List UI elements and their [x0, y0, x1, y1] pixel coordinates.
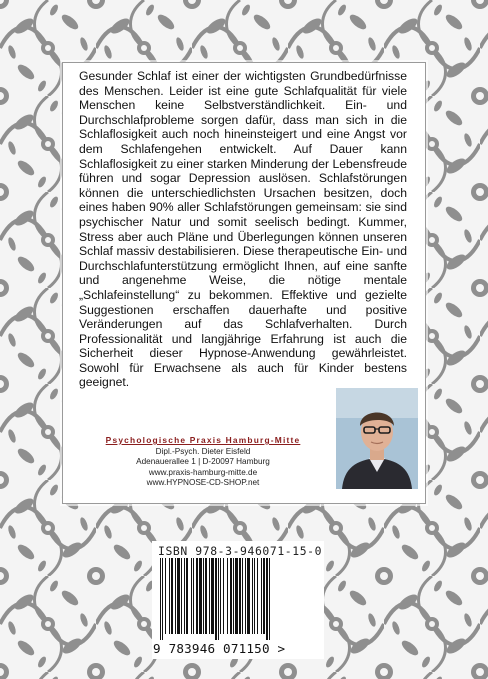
barcode-bar: [235, 558, 238, 634]
barcode-bar: [245, 558, 246, 634]
website-link[interactable]: www.praxis-hamburg-mitte.de: [148, 467, 258, 477]
barcode-bar: [233, 558, 234, 634]
ean-digits: 9 783946 071150 >: [153, 641, 286, 656]
barcode-bar: [171, 558, 173, 634]
person-name: Dipl.-Psych. Dieter Eisfeld: [155, 447, 251, 456]
description-text: Gesunder Schlaf ist einer der wichtigsten Grundbedürfnisse des Menschen. Leider ist eine gute Schlafqualität für viele Menschen keine Selbstverständlichkeit. Ein- und Durchschlafprobleme sorgen dafür, dass man sich in die Schlaflosigkeit auch noch hineinsteigert und eine Angst vor dem Schlafengehen entwickelt. Auf Dauer kann Schlaflosigkeit zu einer starken Minderung der Lebensfreude führen und sogar Depression auslösen. Schlafstörungen können die unterschiedlichsten Ursachen besitzen, doch eines haben 90% aller Schlafstörungen gemeinsam: sie sind psychischer Natur und somit seelisch bedingt. Kummer, Stress aber auch Pläne und Überlegungen können unseren Schlaf massiv destabilisieren. Diese therapeutische Ein- und Durchschlafunterstützung ermöglicht Ihnen, auf eine sanfte und angenehme Weise, die nötige mentale „Schlafeinstellung“ zu bekommen. Effektive und gezielte Suggestionen erschaffen dauerhafte und positive Veränderungen auf das Schlafverhalten. Durch Professionalität und langjährige Erfahrung ist auch die Sicherheit dieser Hypnose-Anwendung gewährleistet. Sowohl für Erwachsene als auch für Kinder bestens geeignet.: [79, 69, 407, 390]
barcode-bar: [209, 558, 210, 634]
barcode-bar: [177, 558, 180, 634]
organization-name: Psychologische Praxis Hamburg-Mitte: [105, 435, 301, 445]
barcode-bar: [252, 558, 253, 634]
barcode-bar: [196, 558, 198, 634]
barcode-bar: [199, 558, 202, 634]
barcode-bar: [263, 558, 265, 634]
barcode-bar: [184, 558, 185, 634]
shop-website-link[interactable]: www.HYPNOSE-CD-SHOP.net: [146, 478, 260, 488]
barcode-bar: [211, 558, 214, 634]
barcode-bar: [220, 558, 221, 634]
barcode-bar: [247, 558, 250, 634]
isbn-label: ISBN 978-3-946071-15-0: [158, 544, 323, 558]
address: Adenauerallee 1 | D-20097 Hamburg: [136, 457, 270, 467]
barcode-bar: [193, 558, 194, 634]
barcode-bar: [160, 558, 161, 640]
barcode-bar: [269, 558, 270, 640]
barcode-bar: [261, 558, 262, 634]
barcode-bar: [175, 558, 176, 634]
barcode-bar: [203, 558, 204, 634]
barcode-bar: [266, 558, 268, 640]
barcode-bar: [181, 558, 182, 634]
barcode-bar: [223, 558, 224, 634]
barcode-bar: [242, 558, 243, 634]
barcode-bar: [186, 558, 188, 634]
barcode-bar: [230, 558, 232, 634]
barcode-bar: [239, 558, 241, 634]
ean-barcode: [160, 558, 318, 640]
barcode-bar: [227, 558, 228, 634]
barcode-bar: [218, 558, 219, 640]
barcode-bar: [254, 558, 255, 634]
barcode-bar: [169, 558, 170, 634]
barcode-bar: [191, 558, 192, 634]
barcode-bar: [162, 558, 163, 640]
barcode-bar: [257, 558, 258, 634]
barcode-bar: [205, 558, 207, 634]
barcode-bar: [215, 558, 217, 640]
barcode-bar: [165, 558, 166, 634]
imprint-block: [78, 435, 328, 489]
author-photo: [336, 388, 418, 489]
